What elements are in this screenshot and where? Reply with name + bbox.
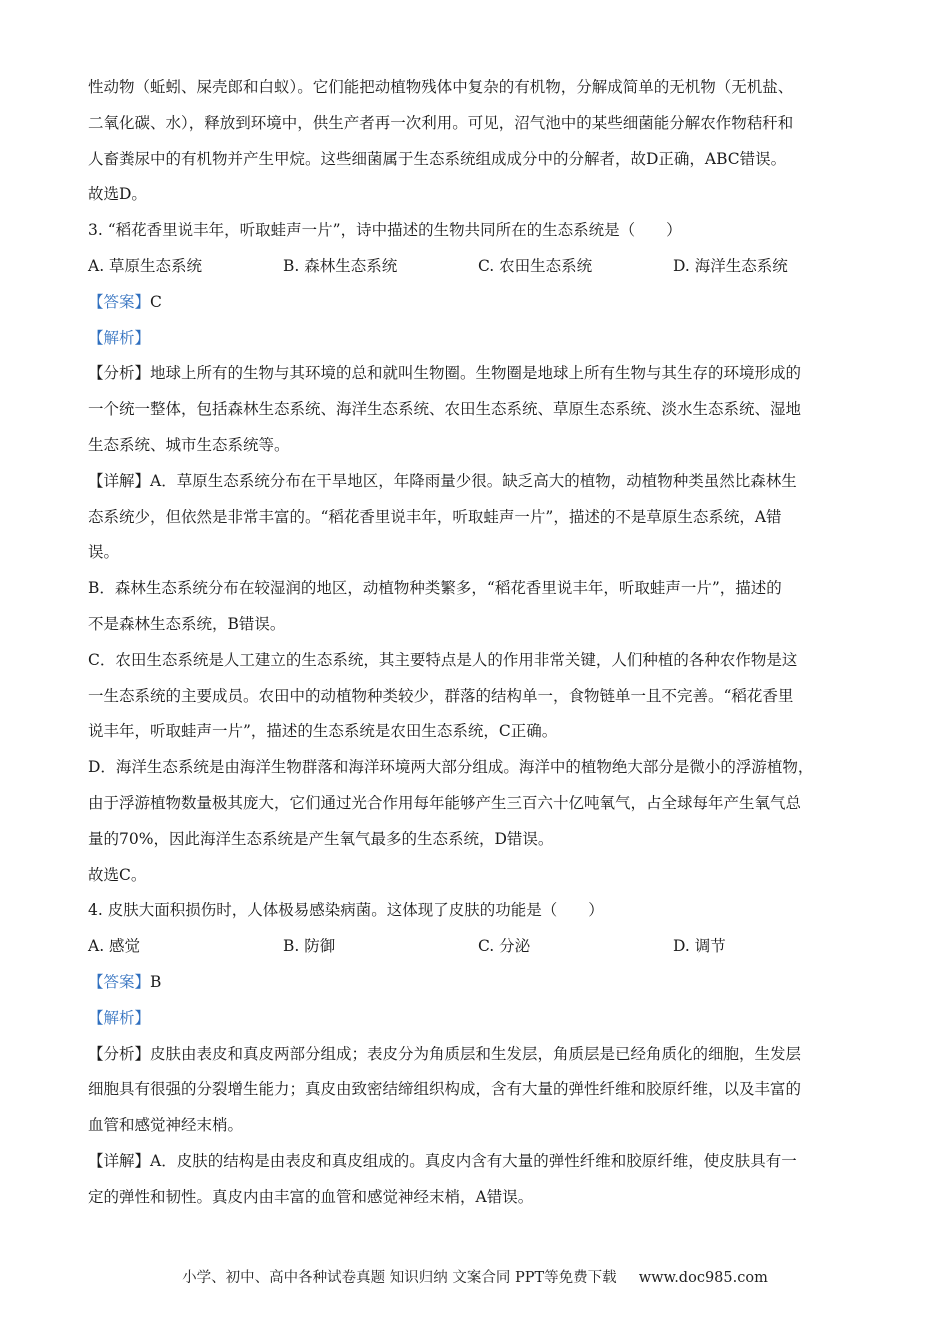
text-line: 误。	[88, 543, 120, 562]
page-content	[88, 70, 868, 1216]
answer-tag: 【答案】	[88, 292, 151, 311]
option-c: C. 分泌	[478, 937, 531, 956]
question-4-stem: 4. 皮肤大面积损伤时，人体极易感染病菌。这体现了皮肤的功能是（ ）	[88, 901, 604, 920]
text-line: 细胞具有很强的分裂增生能力；真皮由致密结缔组织构成，含有大量的弹性纤维和胶原纤维，以及丰富的	[88, 1080, 802, 1099]
text-line: 说丰年，听取蛙声一片”，描述的生态系统是农田生态系统，C正确。	[88, 722, 558, 741]
detail-tag: 【详解】	[88, 1151, 151, 1170]
detail-tag: 【详解】	[88, 471, 151, 490]
footer-text: 小学、初中、高中各种试卷真题 知识归纳 文案合同 PPT等免费下载	[182, 1270, 617, 1286]
text-line: B．森林生态系统分布在较湿润的地区，动植物种类繁多，“稻花香里说丰年，听取蛙声一片”，描述的	[88, 579, 782, 598]
question-3-stem: 3. “稻花香里说丰年，听取蛙声一片”，诗中描述的生物共同所在的生态系统是（ ）	[88, 221, 682, 240]
footer-url[interactable]: www.doc985.com	[638, 1270, 768, 1286]
text-line: 量的70%，因此海洋生态系统是产生氧气最多的生态系统，D错误。	[88, 829, 554, 848]
fenxi-line	[88, 356, 868, 392]
text-line: 生态系统、城市生态系统等。	[88, 435, 290, 454]
text-line: 人畜粪尿中的有机物并产生甲烷。这些细菌属于生态系统组成成分中的分解者，故D正确，ABC错误。	[88, 149, 787, 168]
text-line: 一生态系统的主要成员。农田中的动植物种类较少，群落的结构单一，食物链单一且不完善。“稻花香里	[88, 686, 794, 705]
option-a: A. 草原生态系统	[88, 256, 203, 275]
analysis-line	[88, 321, 868, 357]
fenxi-tag: 【分析】	[88, 1044, 151, 1063]
fenxi-text: 皮肤由表皮和真皮两部分组成；表皮分为角质层和生发层，角质层是已经角质化的细胞，生发层	[150, 1044, 802, 1063]
option-d: D. 海洋生态系统	[673, 256, 788, 275]
answer-value: B	[150, 972, 162, 991]
fenxi-tag: 【分析】	[88, 364, 151, 383]
option-b: B. 森林生态系统	[283, 256, 398, 275]
text-line: 一个统一整体，包括森林生态系统、海洋生态系统、农田生态系统、草原生态系统、淡水生态系统、湿地	[88, 400, 802, 419]
text-line: 故选D。	[88, 185, 147, 204]
text-line: 由于浮游植物数量极其庞大，它们通过光合作用每年能够产生三百六十亿吨氧气，占全球每年产生氧气总	[88, 793, 802, 812]
text-line: 二氧化碳、水），释放到环境中，供生产者再一次利用。可见，沼气池中的某些细菌能分解农作物秸秆和	[88, 113, 794, 132]
detail-line	[88, 464, 868, 500]
option-b: B. 防御	[283, 937, 336, 956]
text-line: 态系统少，但依然是非常丰富的。“稻花香里说丰年，听取蛙声一片”，描述的不是草原生态系统，A错	[88, 507, 782, 526]
fenxi-text: 地球上所有的生物与其环境的总和就叫生物圈。生物圈是地球上所有生物与其生存的环境形成的	[150, 364, 802, 383]
question-3-options	[88, 249, 868, 285]
text-line: 性动物（蚯蚓、屎壳郎和白蚁）。它们能把动植物残体中复杂的有机物，分解成简单的无机物（无机盐、	[88, 78, 794, 96]
analysis-tag: 【解析】	[88, 1008, 151, 1027]
detail-line	[88, 1144, 868, 1180]
option-a: A. 感觉	[88, 937, 141, 956]
fenxi-line	[88, 1037, 868, 1073]
page-footer	[0, 1266, 950, 1287]
answer-value: C	[150, 292, 162, 311]
text-line: 血管和感觉神经末梢。	[88, 1116, 244, 1135]
text-line: 故选C。	[88, 865, 147, 884]
answer-line	[88, 285, 868, 321]
analysis-line	[88, 1001, 868, 1037]
text-line: 不是森林生态系统，B错误。	[88, 614, 286, 633]
analysis-tag: 【解析】	[88, 328, 151, 347]
text-line: D．海洋生态系统是由海洋生物群落和海洋环境两大部分组成。海洋中的植物绝大部分是微小的浮游植物，	[88, 758, 814, 777]
text-line: C．农田生态系统是人工建立的生态系统，其主要特点是人的作用非常关键，人们种植的各种农作物是这	[88, 650, 798, 669]
question-4-options	[88, 929, 868, 965]
answer-line	[88, 965, 868, 1001]
detail-text: A．草原生态系统分布在干旱地区，年降雨量少很。缺乏高大的植物，动植物种类虽然比森林生	[150, 471, 797, 490]
option-c: C. 农田生态系统	[478, 256, 593, 275]
detail-text: A．皮肤的结构是由表皮和真皮组成的。真皮内含有大量的弹性纤维和胶原纤维，使皮肤具有一	[150, 1151, 797, 1170]
answer-tag: 【答案】	[88, 972, 151, 991]
option-d: D. 调节	[673, 937, 726, 956]
text-line: 定的弹性和韧性。真皮内由丰富的血管和感觉神经末梢，A错误。	[88, 1187, 534, 1206]
